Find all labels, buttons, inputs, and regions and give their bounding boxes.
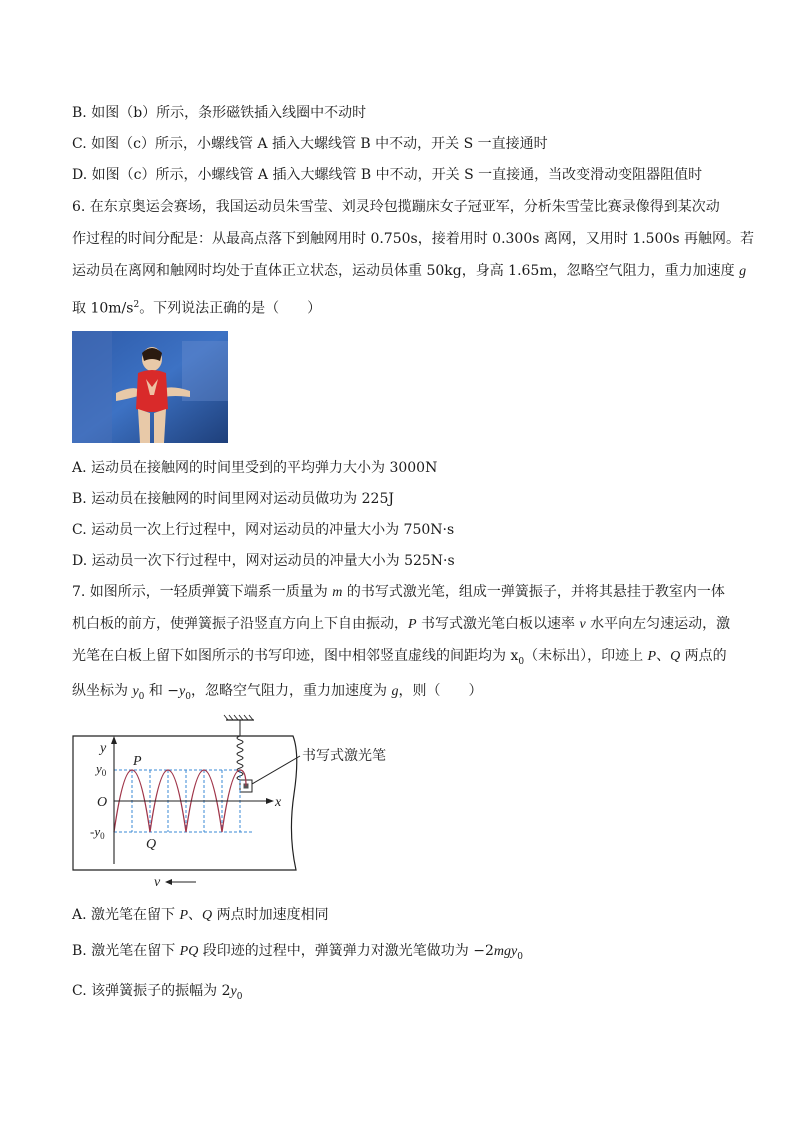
q7-stem-line1: 7. 如图所示，一轻质弹簧下端系一质量为 m 的书写式激光笔，组成一弹簧振子，并将其悬挂于教室内一体 — [72, 584, 725, 600]
label-v: v — [154, 875, 161, 890]
spring-laser-figure — [68, 714, 408, 894]
q7-option-c: C. 该弹簧振子的振幅为 $2y_0$ — [72, 983, 243, 1002]
label-Q: Q — [146, 837, 157, 852]
q7-stem-line3: 光笔在白板上留下如图所示的书写印迹，图中相邻竖直虚线的间距均为 $x_0$（未标出），印迹上 P、Q 两点的 — [72, 648, 727, 667]
pen-label-leader — [252, 756, 300, 784]
q6-stem-line3: 运动员在离网和触网时均处于直体正立状态，运动员体重 50kg，身高 1.65m，忽略空气阻力，重力加速度 g — [72, 263, 747, 279]
q7-option-b: B. 激光笔在留下 PQ 段印迹的过程中，弹簧弹力对激光笔做功为 −2mgy$_0$ — [72, 943, 523, 962]
label-y0: $y_0$ — [96, 761, 107, 778]
label-y: y — [100, 741, 107, 756]
q7-stem-line2: 机白板的前方，使弹簧振子沿竖直方向上下自由振动，P 书写式激光笔白板以速率 v 水平向左匀速运动，激 — [72, 616, 731, 632]
label-origin: O — [97, 795, 108, 810]
ceiling-hatch — [224, 715, 253, 720]
q6-stem-line4: 取 $10m/s^2$。下列说法正确的是（ ） — [72, 300, 322, 317]
option-c-prev: C. 如图（c）所示，小螺线管 A 插入大螺线管 B 中不动，开关 S 一直接通时 — [72, 136, 548, 152]
q6-option-d: D. 运动员一次下行过程中，网对运动员的冲量大小为 525N·s — [72, 553, 455, 569]
q6-stem-line1: 6. 在东京奥运会赛场，我国运动员朱雪莹、刘灵玲包揽蹦床女子冠亚军，分析朱雪莹比赛录像得到某次动 — [72, 199, 720, 215]
trampoline-athlete-photo — [72, 331, 228, 443]
label-neg-y0: $-y_0$ — [90, 824, 105, 841]
pen-label: 书写式激光笔 — [302, 748, 386, 764]
q7-stem-line4: 纵坐标为 $y_0$ 和 $-y_0$，忽略空气阻力，重力加速度为 g，则（ ） — [72, 683, 483, 702]
y-axis-arrow — [111, 736, 117, 744]
q6-option-a: A. 运动员在接触网的时间里受到的平均弹力大小为 3000N — [72, 460, 438, 476]
velocity-arrowhead — [165, 879, 172, 885]
q6-stem-line2: 作过程的时间分配是：从最高点落下到触网用时 0.750s，接着用时 0.300s 离网，又用时 1.500s 再触网。若 — [72, 231, 755, 247]
label-P: P — [133, 754, 142, 769]
option-d-prev: D. 如图（c）所示，小螺线管 A 插入大螺线管 B 中不动，开关 S 一直接通，当改变滑动变阻器阻值时 — [72, 167, 703, 183]
q6-option-c: C. 运动员一次上行过程中，网对运动员的冲量大小为 750N·s — [72, 522, 455, 538]
q7-option-a: A. 激光笔在留下 P、Q 两点时加速度相同 — [72, 907, 329, 923]
q6-option-b: B. 运动员在接触网的时间里网对运动员做功为 225J — [72, 491, 394, 507]
option-b-prev: B. 如图（b）所示，条形磁铁插入线圈中不动时 — [72, 105, 367, 121]
x-axis-arrow — [266, 798, 274, 804]
label-x: x — [275, 795, 282, 810]
